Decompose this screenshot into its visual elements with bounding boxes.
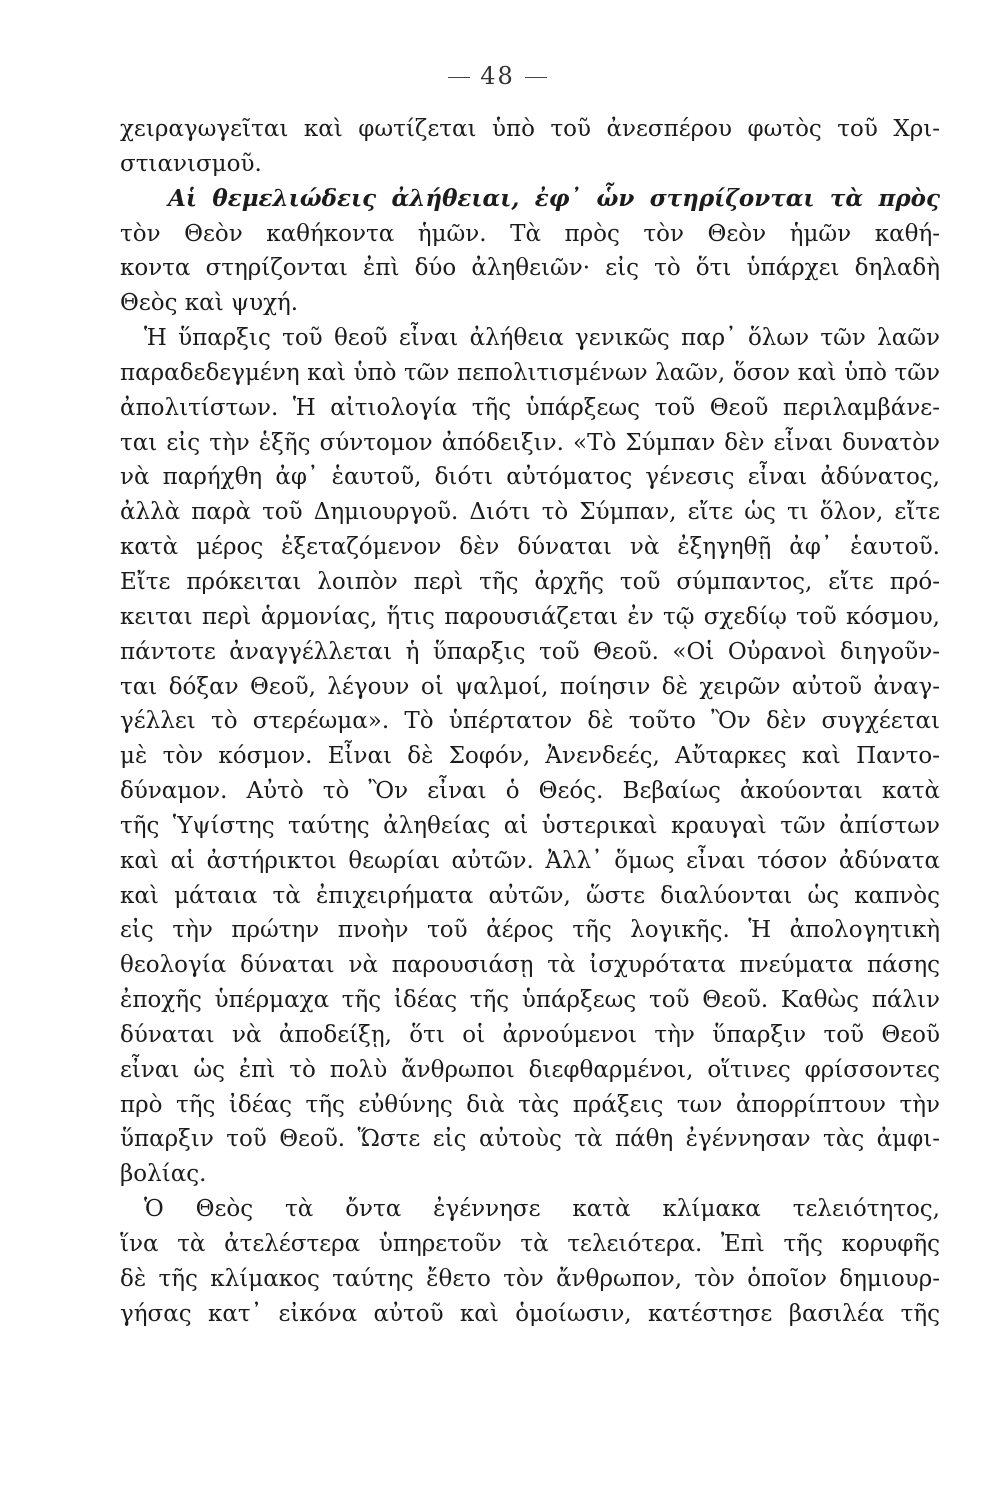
text-line: δὲ τῆς κλίμακος ταύτης ἔθετο τὸν ἄνθρωπον, τὸν ὁποῖον δημιουρ- (120, 1265, 940, 1292)
text-line: δύναται νὰ ἀποδείξῃ, ὅτι οἱ ἀρνούμενοι τὴν ὕπαρξιν τοῦ Θεοῦ (120, 1021, 940, 1048)
text-line: νὰ παρήχθη ἀφ᾽ ἑαυτοῦ, διότι αὐτόματος γένεσις εἶναι ἀδύνατος, (120, 464, 940, 491)
text-line: γέλλει τὸ στερέωμα». Τὸ ὑπέρτατον δὲ τοῦτο Ὂν δὲν συγχέεται (120, 708, 940, 735)
text-line: γήσας κατ᾽ εἰκόνα αὐτοῦ καὶ ὁμοίωσιν, κατέστησε βασιλέα τῆς (120, 1300, 940, 1327)
text-line: στιανισμοῦ. (120, 150, 262, 177)
text-line: θεολογία δύναται νὰ παρουσιάσῃ τὰ ἰσχυρότατα πνεύματα πάσης (120, 952, 940, 979)
text-line: μὲ τὸν κόσμον. Εἶναι δὲ Σοφόν, Ἀνενδεές, Αὔταρκες καὶ Παντο- (120, 743, 940, 770)
text-line: Ὁ Θεὸς τὰ ὄντα ἐγέννησε κατὰ κλίμακα τελειότητος, (144, 1196, 940, 1223)
text-line: Εἴτε πρόκειται λοιπὸν περὶ τῆς ἀρχῆς τοῦ σύμπαντος, εἴτε πρό- (120, 568, 940, 595)
text-line: ἀπολιτίστων. Ἡ αἰτιολογία τῆς ὑπάρξεως τοῦ Θεοῦ περιλαμβάνε- (120, 394, 940, 421)
text-line: καὶ αἱ ἀστήρικτοι θεωρίαι αὐτῶν. Ἀλλ᾽ ὅμως εἶναι τόσον ἀδύνατα (120, 847, 940, 874)
text-line: παραδεδεγμένη καὶ ὑπὸ τῶν πεπολιτισμένων λαῶν, ὅσον καὶ ὑπὸ τῶν (120, 359, 940, 386)
text-line: κοντα στηρίζονται ἐπὶ δύο ἀληθειῶν· εἰς τὸ ὅτι ὑπάρχει δηλαδὴ (120, 255, 940, 282)
text-line: τῆς Ὑψίστης ταύτης ἀληθείας αἱ ὑστερικαὶ κραυγαὶ τῶν ἀπίστων (120, 812, 940, 839)
text-line: Αἱ θεμελιώδεις ἀλήθειαι, ἐφ᾽ ὧν στηρίζονται τὰ πρὸς (168, 184, 940, 212)
text-line: εἰς τὴν πρώτην πνοὴν τοῦ ἀέρος τῆς λογικῆς. Ἡ ἀπολογητικὴ (120, 917, 940, 944)
text-line: δύναμον. Αὐτὸ τὸ Ὂν εἶναι ὁ Θεός. Βεβαίως ἀκούονται κατὰ (120, 778, 940, 805)
text-line: χειραγωγεῖται καὶ φωτίζεται ὑπὸ τοῦ ἀνεσπέρου φωτὸς τοῦ Χρι- (120, 116, 940, 142)
text-line: βολίας. (120, 1161, 207, 1188)
page-number (0, 62, 995, 90)
text-line: τὸν Θεὸν καθήκοντα ἡμῶν. Τὰ πρὸς τὸν Θεὸν ἡμῶν καθή- (120, 220, 940, 247)
text-line: πρὸ τῆς ἰδέας τῆς εὐθύνης διὰ τὰς πράξεις των ἀπορρίπτουν τὴν (120, 1091, 940, 1118)
text-line: κατὰ μέρος ἐξεταζόμενον δὲν δύναται νὰ ἐξηγηθῇ ἀφ᾽ ἑαυτοῦ. (120, 534, 940, 561)
text-line: ται εἰς τὴν ἑξῆς σύντομον ἀπόδειξιν. «Τὸ Σύμπαν δὲν εἶναι δυνατὸν (120, 429, 940, 456)
dash-right (525, 77, 547, 78)
text-line: ἐποχῆς ὑπέρμαχα τῆς ἰδέας τῆς ὑπάρξεως τοῦ Θεοῦ. Καθὼς πάλιν (120, 987, 940, 1014)
text-line: κειται περὶ ἁρμονίας, ἥτις παρουσιάζεται ἐν τῷ σχεδίῳ τοῦ κόσμου, (120, 603, 940, 630)
text-line: ται δόξαν Θεοῦ, λέγουν οἱ ψαλμοί, ποίησιν δὲ χειρῶν αὐτοῦ ἀναγ- (120, 673, 940, 700)
text-line: εἶναι ὡς ἐπὶ τὸ πολὺ ἄνθρωποι διεφθαρμένοι, οἵτινες φρίσσοντες (120, 1056, 940, 1083)
text-line: ἵνα τὰ ἀτελέστερα ὑπηρετοῦν τὰ τελειότερα. Ἐπὶ τῆς κορυφῆς (120, 1231, 940, 1257)
text-line: Θεὸς καὶ ψυχή. (120, 290, 299, 317)
dash-left (448, 77, 470, 78)
text-line: ἀλλὰ παρὰ τοῦ Δημιουργοῦ. Διότι τὸ Σύμπαν, εἴτε ὡς τι ὅλον, εἴτε (120, 499, 940, 526)
text-line: καὶ μάταια τὰ ἐπιχειρήματα αὐτῶν, ὥστε διαλύονται ὡς καπνὸς (120, 882, 940, 909)
text-line: πάντοτε ἀναγγέλλεται ἡ ὕπαρξις τοῦ Θεοῦ. «Οἱ Οὐρανοὶ διηγοῦν- (120, 638, 940, 665)
page-number-value: 48 (480, 62, 515, 90)
text-line: ὕπαρξιν τοῦ Θεοῦ. Ὥστε εἰς αὐτοὺς τὰ πάθη ἐγέννησαν τὰς ἀμφι- (120, 1126, 940, 1153)
body-text (120, 112, 940, 1332)
text-line: Ἡ ὕπαρξις τοῦ θεοῦ εἶναι ἀλήθεια γενικῶς παρ᾽ ὅλων τῶν λαῶν (144, 325, 940, 352)
